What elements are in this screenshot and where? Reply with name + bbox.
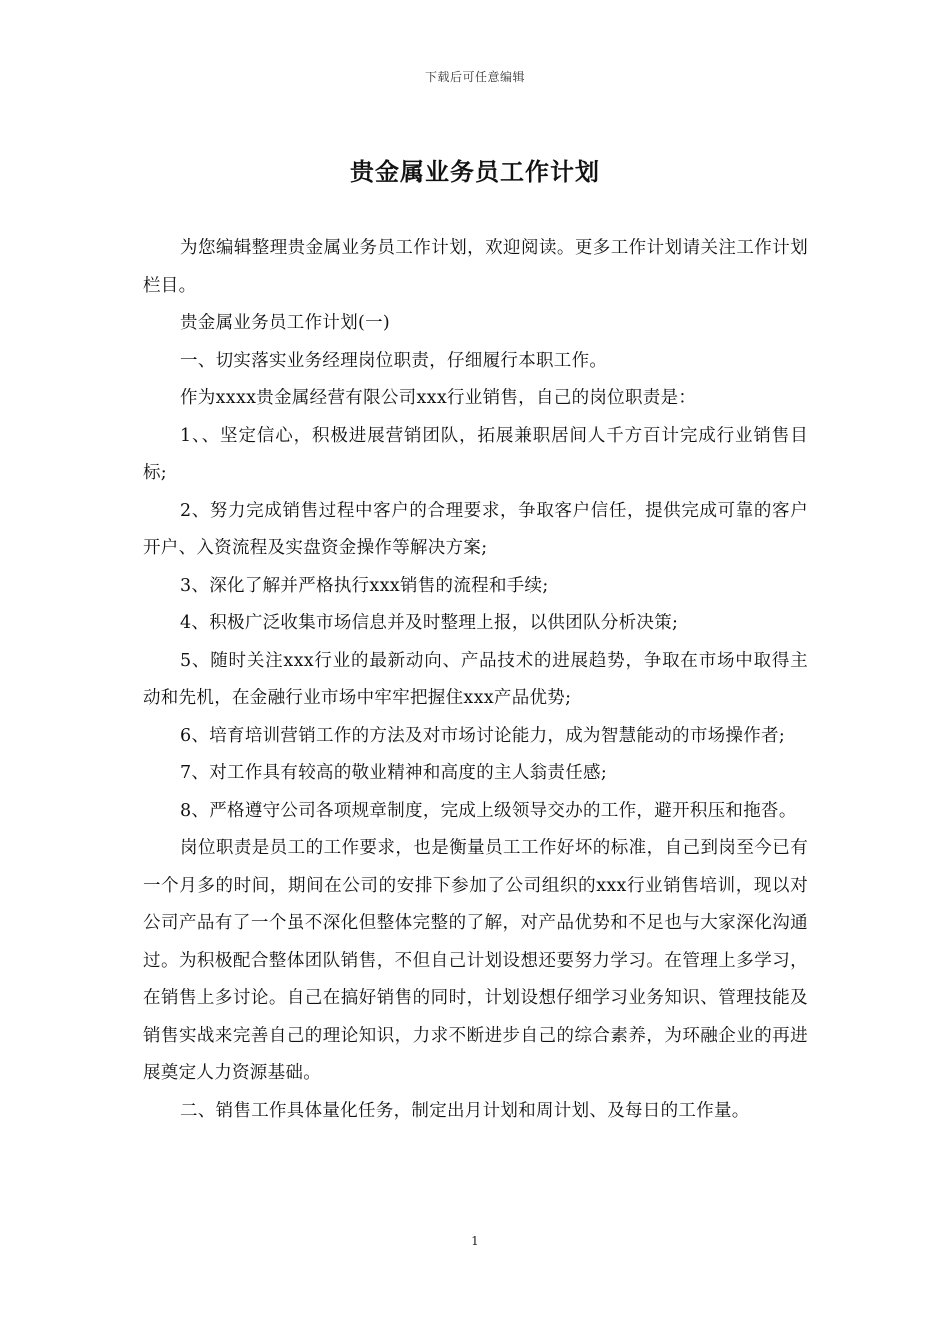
document-body xyxy=(143,230,808,1130)
paragraph-item-5: 5、随时关注xxx行业的最新动向、产品技术的进展趋势，争取在市场中取得主动和先机，在金融行业市场中牢牢把握住xxx产品优势; xyxy=(143,650,808,708)
paragraph-job-summary: 岗位职责是员工的工作要求，也是衡量员工工作好坏的标准，自己到岗至今已有一个月多的时间，期间在公司的安排下参加了公司组织的xxx行业销售培训，现以对公司产品有了一个虽不深化但整体完整的了解，对产品优势和不足也与大家深化沟通过。为积极配合整体团队销售，不但自己计划设想还要努力学习。在管理上多学习，在销售上多讨论。自己在搞好销售的同时，计划设想仔细学习业务知识、管理技能及销售实战来完善自己的理论知识，力求不断进步自己的综合素养，为环融企业的再进展奠定人力资源基础。 xyxy=(143,838,808,1083)
page-number: 1 xyxy=(471,1234,479,1248)
paragraph-item-1: 1、、坚定信心，积极进展营销团队，拓展兼职居间人千方百计完成行业销售目标; xyxy=(143,425,808,483)
paragraph-item-7: 7、对工作具有较高的敬业精神和高度的主人翁责任感; xyxy=(180,763,608,783)
document-title: 贵金属业务员工作计划 xyxy=(350,157,600,186)
paragraph-section-one: 一、切实落实业务经理岗位职责，仔细履行本职工作。 xyxy=(180,350,608,371)
paragraph-item-6: 6、培育培训营销工作的方法及对市场讨论能力，成为智慧能动的市场操作者; xyxy=(180,725,786,746)
header-note: 下载后可任意编辑 xyxy=(424,70,525,84)
paragraph-section-two: 二、销售工作具体量化任务，制定出月计划和周计划、及每日的工作量。 xyxy=(180,1100,750,1121)
paragraph-intro: 为您编辑整理贵金属业务员工作计划，欢迎阅读。更多工作计划请关注工作计划栏目。 xyxy=(143,238,808,296)
paragraph-subtitle: 贵金属业务员工作计划(一) xyxy=(180,313,391,333)
paragraph-item-2: 2、努力完成销售过程中客户的合理要求，争取客户信任，提供完成可靠的客户开户、入资流程及实盘资金操作等解决方案; xyxy=(143,500,808,558)
paragraph-item-4: 4、积极广泛收集市场信息并及时整理上报，以供团队分析决策; xyxy=(180,613,679,633)
paragraph-item-8: 8、严格遵守公司各项规章制度，完成上级领导交办的工作，避开积压和拖沓。 xyxy=(180,800,797,821)
paragraph-duties-intro: 作为xxxx贵金属经营有限公司xxx行业销售，自己的岗位职责是： xyxy=(180,388,697,408)
paragraph-item-3: 3、深化了解并严格执行xxx销售的流程和手续; xyxy=(180,575,549,596)
